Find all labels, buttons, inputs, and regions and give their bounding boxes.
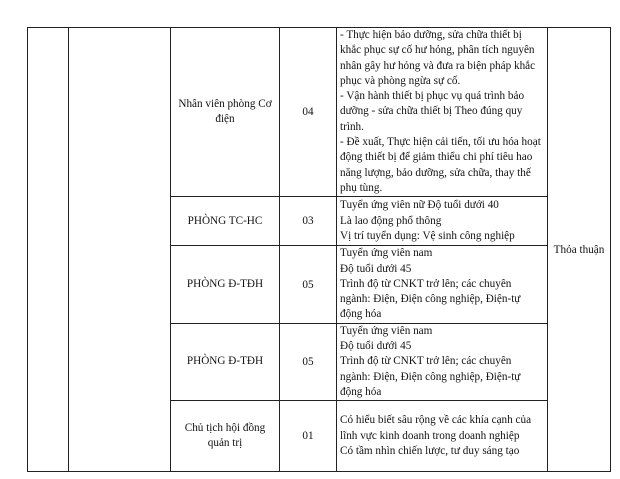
quantity-cell <box>280 197 337 246</box>
table-row <box>28 28 611 197</box>
salary-text: Thỏa thuận <box>553 243 605 256</box>
quantity-text: 01 <box>302 430 314 443</box>
requirements-cell <box>337 197 548 246</box>
requirement-line: Tuyển ứng viên nam <box>340 324 433 337</box>
requirement-line: - Đề xuất, Thực hiện cải tiến, tối ưu hóa hoạt động thiết bị để giảm thiểu chi phí tiêu hao năng lượng, bảo dưỡng, sửa chữa, thay thế phụ tùng. <box>340 136 541 194</box>
position-cell <box>171 246 280 323</box>
quantity-text: 05 <box>302 355 314 368</box>
position-text: PHÒNG Đ-TĐH <box>186 278 264 290</box>
recruitment-table <box>27 27 611 472</box>
company-cell <box>69 28 171 472</box>
requirement-line: Trình độ từ CNKT trở lên; các chuyên ngành: Điện, Điện công nghiệp, Điện-tự động hóa <box>340 277 521 321</box>
requirement-line: Độ tuổi dưới 45 <box>340 262 412 275</box>
requirement-line: Vị trí tuyển dụng: Vệ sinh công nghiệp <box>340 229 515 242</box>
quantity-cell <box>280 323 337 400</box>
position-text: PHÒNG Đ-TĐH <box>186 355 264 368</box>
position-text: PHÒNG TC-HC <box>187 214 263 227</box>
quantity-cell <box>280 28 337 197</box>
requirement-line: - Vận hành thiết bị phục vụ quá trình bảo dưỡng - sửa chữa thiết bị Theo đúng quy trình. <box>340 90 525 133</box>
stt-cell <box>28 28 69 472</box>
quantity-text: 03 <box>302 215 314 228</box>
requirement-line: Tuyển ứng viên nam <box>340 247 433 260</box>
position-cell <box>171 401 280 472</box>
quantity-cell <box>280 401 337 472</box>
requirement-line: Trình độ từ CNKT trở lên; các chuyên ngành: Điện, Điện công nghiệp, Điện-tự động hóa <box>340 355 521 398</box>
requirements-cell <box>337 401 548 472</box>
quantity-text: 05 <box>302 278 314 291</box>
requirement-line: Tuyển ứng viên nữ Độ tuổi dưới 40 <box>340 199 499 212</box>
position-cell <box>171 323 280 400</box>
quantity-text: 04 <box>302 106 314 119</box>
requirement-line: Độ tuổi dưới 45 <box>340 340 412 353</box>
requirements-cell <box>337 246 548 323</box>
position-text: Nhân viên phòng Cơ điện <box>178 98 272 126</box>
requirements-cell <box>337 323 548 400</box>
salary-cell <box>548 28 611 472</box>
requirement-line: Có hiểu biết sâu rộng về các khía cạnh của lĩnh vực kinh doanh trong doanh nghiệp <box>340 414 532 442</box>
position-cell <box>171 28 280 197</box>
requirement-line: Có tầm nhìn chiến lược, tư duy sáng tạo <box>340 444 520 457</box>
position-cell <box>171 197 280 246</box>
quantity-cell <box>280 246 337 323</box>
position-text: Chủ tịch hội đồng quản trị <box>184 422 266 450</box>
requirements-cell <box>337 28 548 197</box>
requirement-line: Là lao động phổ thông <box>340 214 442 227</box>
requirement-line: - Thực hiện bảo dưỡng, sửa chữa thiết bị khắc phục sự cố hư hỏng, phân tích nguyên nhân gây hư hỏng và đưa ra biện pháp khắc phục và phòng ngừa sự cố. <box>340 29 536 87</box>
